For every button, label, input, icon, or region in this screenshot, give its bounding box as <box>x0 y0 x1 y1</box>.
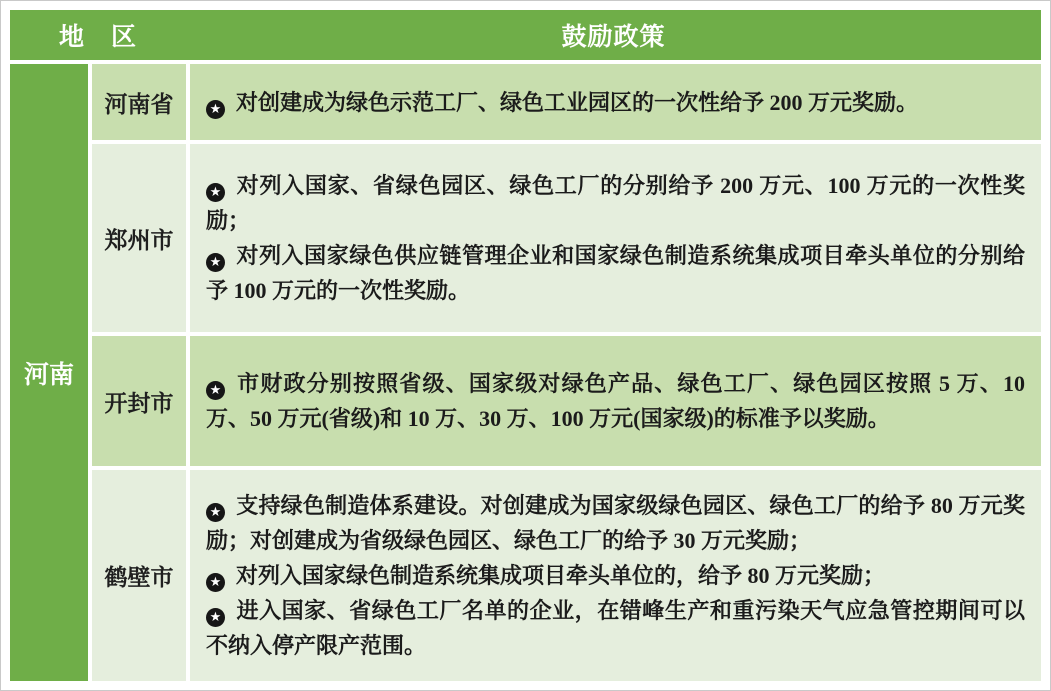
policy-item <box>206 593 1025 663</box>
policy-cell-kaifeng <box>190 336 1041 466</box>
policy-text: 进入国家、省绿色工厂名单的企业，在错峰生产和重污染天气应急管控期间可以不纳入停产限产范围。 <box>206 598 1025 658</box>
policy-text: 对列入国家绿色制造系统集成项目牵头单位的，给予 80 万元奖励； <box>236 563 886 588</box>
region-cell-hebi: 鹤壁市 <box>92 470 186 681</box>
header-policy: 鼓励政策 <box>561 24 666 51</box>
policy-item <box>206 238 1025 308</box>
policy-cell-zhengzhou <box>190 144 1041 332</box>
policy-text: 支持绿色制造体系建设。对创建成为国家级绿色园区、绿色工厂的给予 80 万元奖励；对创建成为省级绿色园区、绿色工厂的给予 30 万元奖励； <box>206 493 1025 553</box>
policy-text: 对列入国家、省绿色园区、绿色工厂的分别给予 200 万元、100 万元的一次性奖励； <box>206 173 1025 233</box>
star-bullet-icon: ★ <box>206 503 225 522</box>
policy-item <box>206 168 1025 238</box>
policy-cell-hebi <box>190 470 1041 681</box>
header-region: 地 区 <box>58 24 137 51</box>
policy-text: 市财政分别按照省级、国家级对绿色产品、绿色工厂、绿色园区按照 5 万、10 万、50 万元(省级)和 10 万、30 万、100 万元(国家级)的标准予以奖励。 <box>206 371 1025 431</box>
policy-item <box>206 488 1025 558</box>
star-bullet-icon: ★ <box>206 573 225 592</box>
star-bullet-icon: ★ <box>206 381 225 400</box>
policy-text: 对创建成为绿色示范工厂、绿色工业园区的一次性给予 200 万元奖励。 <box>236 89 919 115</box>
policy-item <box>206 366 1025 436</box>
region-cell-zhengzhou: 郑州市 <box>92 144 186 332</box>
province-cell-henan: 河南 <box>10 64 88 681</box>
region-cell-kaifeng: 开封市 <box>92 336 186 466</box>
incentive-policy-table <box>10 10 1041 681</box>
policy-cell-henansheng <box>190 64 1041 140</box>
policy-item <box>206 85 1025 120</box>
region-cell-henansheng: 河南省 <box>92 64 186 140</box>
star-bullet-icon: ★ <box>206 608 225 627</box>
star-bullet-icon: ★ <box>206 183 225 202</box>
star-bullet-icon: ★ <box>206 100 225 119</box>
star-bullet-icon: ★ <box>206 253 225 272</box>
policy-text: 对列入国家绿色供应链管理企业和国家绿色制造系统集成项目牵头单位的分别给予 100 万元的一次性奖励。 <box>206 243 1025 303</box>
policy-item <box>206 558 1025 593</box>
table-header-row <box>10 10 1041 60</box>
